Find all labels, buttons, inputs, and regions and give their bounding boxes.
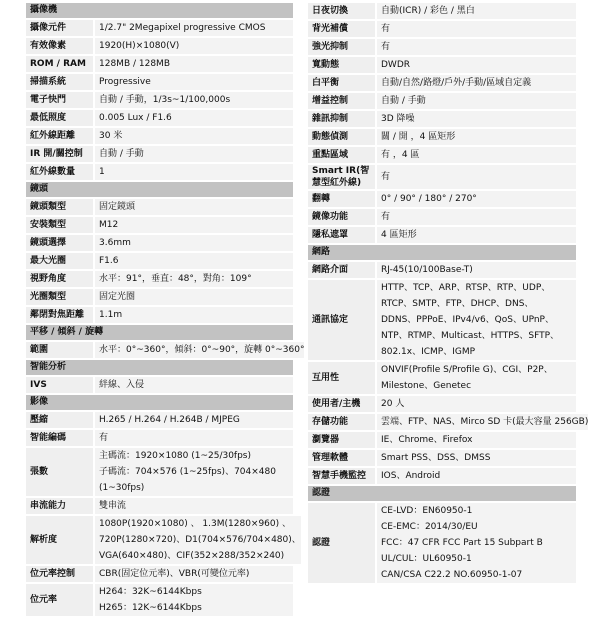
spec-value <box>95 584 293 616</box>
spec-value <box>95 74 293 90</box>
spec-value-line: 1920(H)×1080(V) <box>99 41 180 51</box>
spec-value-line: 有 <box>381 42 391 52</box>
spec-label: 管理軟體 <box>308 450 375 466</box>
spec-value-line: CE-EMC：2014/30/EU <box>381 522 478 532</box>
spec-label: 寬動態 <box>308 57 375 73</box>
spec-value-line: 1/2.7" 2Megapixel progressive CMOS <box>99 23 266 33</box>
spec-value <box>377 209 576 225</box>
spec-value-line: IE、Chrome、Firefox <box>381 435 473 445</box>
spec-row <box>308 93 576 109</box>
spec-label: 鄰閉對焦距離 <box>26 307 93 323</box>
spec-label: 視野角度 <box>26 271 93 287</box>
spec-value <box>377 111 576 127</box>
spec-value-line: H264：32K~6144Kbps <box>99 587 202 597</box>
spec-label: IVS <box>26 377 93 393</box>
spec-value <box>377 21 576 37</box>
spec-value-line: M12 <box>99 220 119 230</box>
spec-row <box>26 377 293 393</box>
spec-value-line: 802.1x、ICMP、IGMP <box>381 347 476 357</box>
spec-row <box>26 289 293 305</box>
spec-value <box>95 498 293 514</box>
spec-label: 增益控制 <box>308 93 375 109</box>
spec-value <box>377 468 576 484</box>
section-header: 智能分析 <box>26 360 293 375</box>
spec-label: 通訊協定 <box>308 280 375 360</box>
spec-value-line: 20 人 <box>381 399 405 409</box>
spec-value-line: Progressive <box>99 77 151 87</box>
spec-label: 範圍 <box>26 342 93 358</box>
spec-row <box>26 430 293 446</box>
spec-value-line: 有 <box>381 24 391 34</box>
spec-value-line: Milestone、Genetec <box>381 381 472 391</box>
spec-label: 張數 <box>26 448 93 496</box>
spec-value-line: HTTP、TCP、ARP、RTSP、RTP、UDP、 <box>381 283 551 293</box>
spec-row <box>26 342 305 358</box>
spec-value <box>95 128 293 144</box>
spec-value-line: 有 <box>381 212 391 222</box>
spec-value-line: 水平：0°~360°，傾斜：0°~90°，旋轉 0°~360° <box>99 345 305 355</box>
spec-value <box>377 165 576 189</box>
spec-value <box>95 92 293 108</box>
spec-value-line: 固定光圈 <box>99 292 136 302</box>
spec-label: 掃描系統 <box>26 74 93 90</box>
spec-row <box>26 217 293 233</box>
spec-table-right <box>308 3 589 585</box>
spec-value <box>377 280 576 360</box>
spec-value-line: F1.6 <box>99 256 119 266</box>
spec-value-line: ONVIF(Profile S/Profile G)、CGI、P2P、 <box>381 365 553 375</box>
spec-value <box>95 199 293 215</box>
spec-value-line: RJ-45(10/100Base-T) <box>381 265 473 275</box>
spec-value <box>95 110 293 126</box>
spec-row <box>308 21 576 37</box>
spec-value-line: 0.005 Lux / F1.6 <box>99 113 172 123</box>
spec-value-line: 1080P(1920×1080) 、 1.3M(1280×960) 、 <box>99 519 292 529</box>
spec-value <box>377 503 576 583</box>
spec-value <box>95 164 293 180</box>
spec-value <box>95 271 293 287</box>
spec-label: 串流能力 <box>26 498 93 514</box>
spec-label: 電子快門 <box>26 92 93 108</box>
spec-label: 最低照度 <box>26 110 93 126</box>
spec-label: 位元率 <box>26 584 93 616</box>
spec-row <box>26 20 293 36</box>
spec-label: 瀏覽器 <box>308 432 375 448</box>
spec-label: 攝像元件 <box>26 20 93 36</box>
spec-value <box>377 39 576 55</box>
spec-label: 安裝類型 <box>26 217 93 233</box>
spec-row <box>308 57 576 73</box>
spec-value <box>95 377 293 393</box>
spec-value <box>95 20 293 36</box>
spec-value-line: RTCP、SMTP、FTP、DHCP、DNS、 <box>381 299 534 309</box>
spec-row <box>308 503 576 583</box>
spec-row <box>26 448 293 496</box>
spec-label: 背光補償 <box>308 21 375 37</box>
spec-row <box>308 227 576 243</box>
spec-value-line: 有 <box>381 172 391 182</box>
section-header: 攝像機 <box>26 3 293 18</box>
spec-label: 認證 <box>308 503 375 583</box>
spec-row <box>308 209 576 225</box>
spec-row <box>308 75 576 91</box>
spec-label: 動態偵測 <box>308 129 375 145</box>
spec-row <box>26 74 293 90</box>
spec-value-line: 雙串流 <box>99 501 127 511</box>
spec-row <box>308 432 576 448</box>
spec-row <box>26 412 293 428</box>
section-header: 平移 / 傾斜 / 旋轉 <box>26 325 293 340</box>
spec-row <box>308 165 576 189</box>
spec-value <box>377 93 576 109</box>
spec-value-line: IOS、Android <box>381 471 441 481</box>
spec-value-line: 自動 / 手動 <box>381 96 426 106</box>
spec-label: 有效像素 <box>26 38 93 54</box>
spec-value-line: NTP、RTMP、Multicast、HTTPS、SFTP、 <box>381 331 560 341</box>
spec-label: 網路介面 <box>308 262 375 278</box>
spec-row <box>26 56 293 72</box>
spec-value <box>377 57 576 73</box>
spec-value-line: 1.1m <box>99 310 123 320</box>
spec-value-line: CE-LVD：EN60950-1 <box>381 506 473 516</box>
spec-value-line: 自動(ICR) / 彩色 / 黑白 <box>381 6 475 16</box>
spec-label: 鏡頭選擇 <box>26 235 93 251</box>
spec-label: 位元率控制 <box>26 566 93 582</box>
spec-row <box>308 262 576 278</box>
spec-table-left <box>26 3 305 618</box>
spec-row <box>26 235 293 251</box>
spec-label: 紅外線數量 <box>26 164 93 180</box>
spec-value-line: 128MB / 128MB <box>99 59 170 69</box>
spec-row <box>26 110 293 126</box>
spec-value-line: 雲端、FTP、NAS、Mirco SD 卡(最大容量 256GB) <box>381 417 589 427</box>
spec-value-line: 自動 / 手動，1/3s~1/100,000s <box>99 95 231 105</box>
spec-label: 存儲功能 <box>308 414 375 430</box>
spec-value <box>95 566 293 582</box>
spec-value-line: CBR(固定位元率)、VBR(可變位元率) <box>99 569 250 579</box>
spec-value-line: 絆線、入侵 <box>99 380 145 390</box>
spec-value <box>377 432 576 448</box>
spec-value-line: Smart PSS、DSS、DMSS <box>381 453 491 463</box>
spec-row <box>308 280 576 360</box>
spec-label: 重點區域 <box>308 147 375 163</box>
spec-label: 智能編碼 <box>26 430 93 446</box>
spec-row <box>26 566 293 582</box>
spec-value-line: 1 <box>99 167 105 177</box>
spec-row <box>26 498 293 514</box>
spec-value <box>95 412 293 428</box>
spec-row <box>308 191 576 207</box>
spec-label: 鏡頭類型 <box>26 199 93 215</box>
spec-row <box>308 147 576 163</box>
spec-value <box>377 3 576 19</box>
spec-value <box>95 289 293 305</box>
spec-value-line: 自動/自然/路燈/戶外/手動/區域自定義 <box>381 78 532 88</box>
spec-value <box>95 307 293 323</box>
spec-label: 白平衡 <box>308 75 375 91</box>
spec-row <box>308 468 576 484</box>
spec-row <box>308 111 576 127</box>
spec-value-line: DWDR <box>381 60 411 70</box>
spec-label: 智慧手機監控 <box>308 468 375 484</box>
spec-row <box>308 129 576 145</box>
spec-value <box>377 147 576 163</box>
spec-row <box>26 92 293 108</box>
spec-value <box>377 362 576 394</box>
spec-label: 最大光圈 <box>26 253 93 269</box>
spec-value <box>95 146 293 162</box>
spec-value-line: H.265 / H.264 / H.264B / MJPEG <box>99 415 240 425</box>
spec-value <box>377 262 576 278</box>
spec-row <box>308 414 589 430</box>
spec-label: Smart IR(智慧型紅外線) <box>308 165 375 189</box>
spec-value <box>95 516 301 564</box>
spec-value <box>95 56 293 72</box>
spec-row <box>26 584 293 616</box>
spec-row <box>308 3 576 19</box>
spec-value-line: 關 / 開 ，4 區矩形 <box>381 132 456 142</box>
spec-label: 強光抑制 <box>308 39 375 55</box>
section-header: 認證 <box>308 486 576 501</box>
spec-row <box>26 516 301 564</box>
spec-row <box>26 271 293 287</box>
spec-row <box>26 307 293 323</box>
spec-value-line: 自動 / 手動 <box>99 149 144 159</box>
spec-label: 光圈類型 <box>26 289 93 305</box>
spec-value <box>377 450 576 466</box>
spec-value <box>377 75 576 91</box>
spec-label: 隱私遮罩 <box>308 227 375 243</box>
section-header: 影像 <box>26 395 293 410</box>
spec-value-line: 30 米 <box>99 131 123 141</box>
spec-label: 日夜切換 <box>308 3 375 19</box>
spec-label: 紅外線距離 <box>26 128 93 144</box>
spec-value-line: 主碼流：1920×1080 (1~25/30fps) <box>99 451 252 461</box>
spec-value-line: H265：12K~6144Kbps <box>99 603 202 613</box>
spec-value-line: (1~30fps) <box>99 483 145 493</box>
spec-value-line: 水平：91°，垂直：48°，對角：109° <box>99 274 252 284</box>
spec-row <box>26 38 293 54</box>
spec-value-line: 3D 降噪 <box>381 114 415 124</box>
spec-label: 鏡像功能 <box>308 209 375 225</box>
spec-row <box>26 253 293 269</box>
spec-value-line: 固定鏡頭 <box>99 202 136 212</box>
spec-label: 使用者/主機 <box>308 396 375 412</box>
spec-label: 互用性 <box>308 362 375 394</box>
spec-value-line: 有 <box>99 433 109 443</box>
spec-value <box>377 396 576 412</box>
spec-value <box>95 235 293 251</box>
spec-value <box>95 342 304 358</box>
spec-value-line: 有 ，4 區 <box>381 150 420 160</box>
spec-row <box>308 39 576 55</box>
spec-value <box>95 430 293 446</box>
spec-value-line: 4 區矩形 <box>381 230 417 240</box>
spec-value-line: 子碼流：704×576 (1~25fps)、704×480 <box>99 467 276 477</box>
spec-value-line: VGA(640×480)、CIF(352×288/352×240) <box>99 551 285 561</box>
spec-label: ROM / RAM <box>26 56 93 72</box>
spec-value-line: FCC：47 CFR FCC Part 15 Subpart B <box>381 538 543 548</box>
spec-label: 壓縮 <box>26 412 93 428</box>
spec-row <box>26 164 293 180</box>
spec-value-line: UL/CUL：UL60950-1 <box>381 554 472 564</box>
spec-value <box>95 38 293 54</box>
spec-row <box>26 199 293 215</box>
spec-value <box>95 448 293 496</box>
spec-value <box>377 129 576 145</box>
spec-label: 解析度 <box>26 516 93 564</box>
spec-value-line: CAN/CSA C22.2 NO.60950-1-07 <box>381 570 523 580</box>
spec-value <box>377 191 576 207</box>
spec-row <box>308 362 576 394</box>
spec-label: 翻轉 <box>308 191 375 207</box>
spec-value <box>377 227 576 243</box>
section-header: 網路 <box>308 245 576 260</box>
spec-value-line: 720P(1280×720)、D1(704×576/704×480)、 <box>99 535 301 545</box>
spec-value-line: 0° / 90° / 180° / 270° <box>381 194 477 204</box>
section-header: 鏡頭 <box>26 182 293 197</box>
spec-row <box>26 146 293 162</box>
spec-value <box>95 253 293 269</box>
spec-value-line: DDNS、PPPoE、IPv4/v6、QoS、UPnP、 <box>381 315 554 325</box>
spec-row <box>26 128 293 144</box>
spec-value <box>377 414 588 430</box>
spec-label: IR 開/關控制 <box>26 146 93 162</box>
spec-label: 雜訊抑制 <box>308 111 375 127</box>
spec-row <box>308 450 576 466</box>
spec-value <box>95 217 293 233</box>
spec-value-line: 3.6mm <box>99 238 131 248</box>
spec-row <box>308 396 576 412</box>
